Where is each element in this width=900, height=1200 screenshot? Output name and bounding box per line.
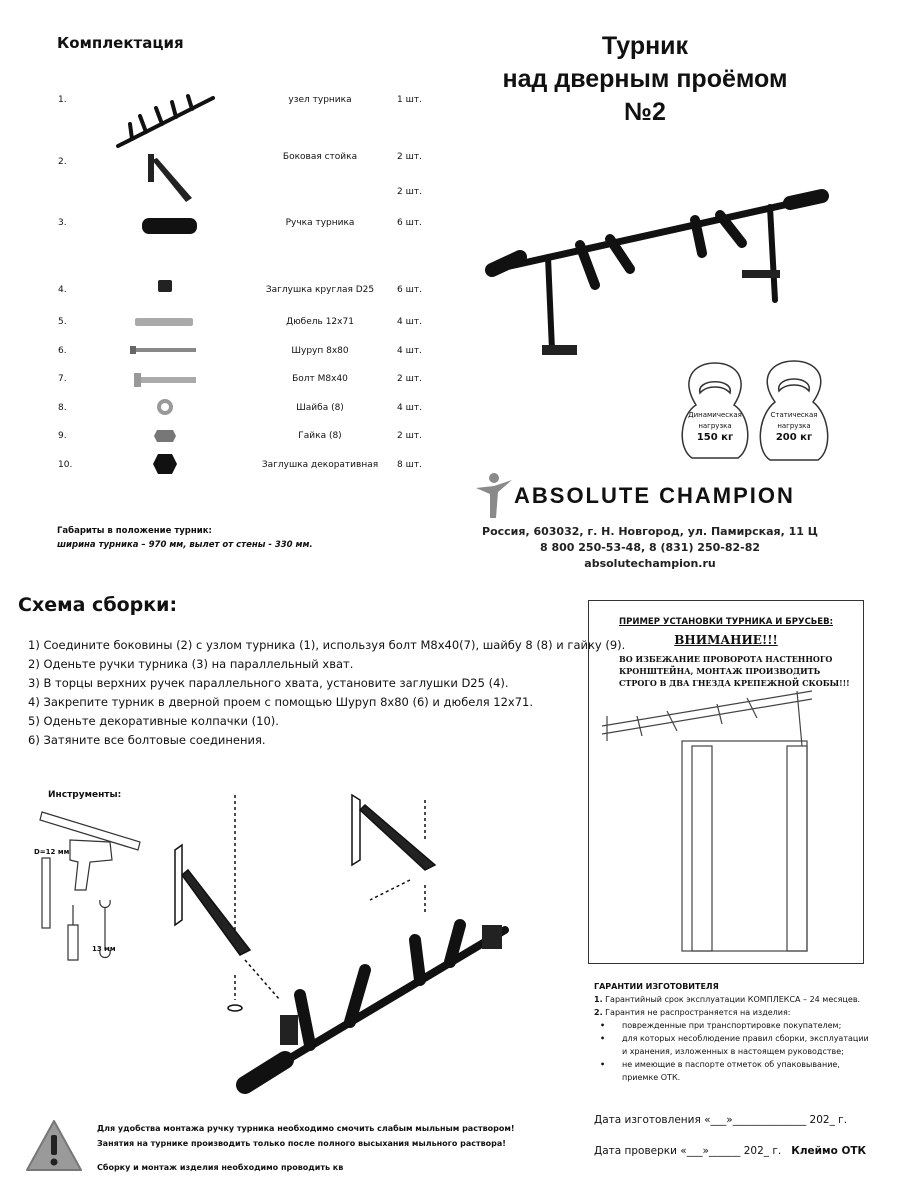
item-name: Ручка турника [285, 218, 355, 228]
assembly-step: 2) Оденьте ручки турника (3) на параллельный хват. [28, 657, 354, 671]
kit-part-images [110, 90, 230, 480]
warranty-num: 1. [594, 995, 603, 1004]
dowel-icon [135, 318, 193, 326]
dynamic-load [680, 410, 750, 444]
load-value: 150 кг [696, 432, 734, 443]
wrench-size-label: 13 мм [92, 945, 116, 953]
item-num: 8. [58, 403, 67, 413]
installation-example-box [588, 600, 864, 964]
load-value: 200 кг [775, 432, 813, 443]
static-load [759, 410, 829, 444]
load-label: нагрузка [777, 422, 811, 430]
product-title [455, 30, 835, 129]
dimensions-value: ширина турника – 970 мм, вылет от стены - 330 мм. [57, 540, 313, 550]
side-post-icon [148, 154, 192, 202]
warranty-text: Гарантия не распространяется на изделия: [605, 1008, 791, 1017]
assembly-step: 3) В торцы верхних ручек параллельного хвата, установите заглушки D25 (4). [28, 676, 509, 690]
example-text: ВО ИЗБЕЖАНИЕ ПРОВОРОТА НАСТЕННОГО КРОНШТЕЙНА, МОНТАЖ ПРОИЗВОДИТЬ СТРОГО В ДВА ГНЕЗДА КРЕПЕЖНОЙ СКОБЫ!!! [619, 654, 850, 688]
example-title: ПРИМЕР УСТАНОВКИ ТУРНИКА И БРУСЬЕВ: [619, 617, 833, 627]
dimensions-note [57, 524, 313, 552]
door-install-illustration [597, 686, 857, 956]
tools-label: Инструменты: [48, 790, 122, 800]
level-icon [40, 812, 140, 850]
title-line-3: №2 [624, 98, 666, 126]
dimensions-title: Габариты в положение турник: [57, 526, 212, 536]
kit-heading: Комплектация [57, 34, 184, 52]
title-line-2: над дверным проёмом [502, 65, 788, 93]
check-date: Дата проверки «___»______ 202_ г. [594, 1145, 782, 1157]
brand-address: Россия, 603032, г. Н. Новгород, ул. Памирская, 11 Ц [482, 525, 818, 538]
item-qty: 1 шт. [397, 95, 422, 105]
washer-icon [159, 401, 171, 413]
round-plug-icon [158, 280, 172, 292]
item-num: 9. [58, 431, 67, 441]
qc-stamp-label: Клеймо ОТК [791, 1145, 867, 1157]
item-name: Шайба (8) [296, 403, 344, 413]
warranty-bullet: • не имеющие в паспорте отметок об упаковывание, приемке ОТК. [622, 1058, 874, 1084]
item-qty: 6 шт. [397, 218, 422, 228]
screwdriver-icon [68, 905, 78, 960]
brand-site[interactable]: absolutechampion.ru [584, 557, 716, 570]
assembly-step: 5) Оденьте декоративные колпачки (10). [28, 714, 279, 728]
warranty-text: Гарантийный срок эксплуатации КОМПЛЕКСА – 24 месяцев. [605, 995, 861, 1004]
warning-icon [24, 1118, 84, 1174]
drill-size-label: D=12 мм [34, 848, 70, 856]
item-name: Заглушка круглая D25 [265, 285, 375, 295]
item-qty: 4 шт. [397, 403, 422, 413]
decorative-cap-icon [153, 454, 177, 474]
load-label: нагрузка [698, 422, 732, 430]
brand-logo-icon [474, 470, 514, 520]
title-line-1: Турник [601, 32, 689, 60]
warning-line: Для удобства монтажа ручку турника необходимо смочить слабым мыльным раствором! [97, 1124, 515, 1133]
assembly-heading: Схема сборки: [18, 594, 178, 616]
assembly-step: 6) Затяните все болтовые соединения. [28, 733, 266, 747]
item-name: узел турника [288, 95, 352, 105]
item-qty: 2 шт. [397, 152, 422, 162]
warranty-bullet: • для которых несоблюдение правил сборки, эксплуатации и хранения, изложенных в настоящем руководстве; [622, 1032, 874, 1058]
assembly-step: 4) Закрепите турник в дверной проем с помощью Шуруп 8х80 (6) и дюбеля 12х71. [28, 695, 534, 709]
item-num: 1. [58, 95, 67, 105]
item-num: 7. [58, 374, 67, 384]
warranty-item-1 [594, 993, 874, 1006]
item-name: Шуруп 8х80 [291, 346, 349, 356]
nut-icon [154, 430, 176, 442]
bolt-icon [134, 373, 196, 387]
brand-phones: 8 800 250-53-48, 8 (831) 250-82-82 [539, 541, 761, 554]
item-num: 6. [58, 346, 67, 356]
item-num: 2. [58, 157, 67, 167]
warranty-item-2 [594, 1006, 874, 1019]
warranty-bullet: • поврежденные при транспортировке покупателем; [622, 1019, 874, 1032]
warranty-section [594, 980, 874, 1084]
manufacture-date: Дата изготовления «___»______________ 202_ г. [594, 1114, 848, 1126]
dates-section [594, 1105, 866, 1167]
drill-icon [70, 840, 112, 890]
assembly-steps [28, 636, 625, 750]
item-num: 10. [58, 460, 73, 470]
load-label: Динамическая [688, 411, 742, 419]
warning-line: Сборку и монтаж изделия необходимо проводить кв [97, 1163, 344, 1172]
warranty-num: 2. [594, 1008, 603, 1017]
pullup-bar-image [480, 185, 835, 370]
tools-illustration [20, 800, 160, 970]
item-name: Заглушка декоративная [261, 460, 379, 470]
item-num: 5. [58, 317, 67, 327]
warranty-heading: ГАРАНТИИ ИЗГОТОВИТЕЛЯ [594, 982, 719, 991]
drill-bit-icon [42, 858, 50, 928]
handle-icon [142, 218, 197, 234]
item-qty: 6 шт. [397, 285, 422, 295]
item-name: Гайка (8) [298, 431, 342, 441]
item-name: Дюбель 12х71 [286, 317, 354, 327]
item-num: 4. [58, 285, 67, 295]
item-name: Боковая стойка [282, 152, 358, 162]
warning-line: Занятия на турнике производить только после полного высыхания мыльного раствора! [97, 1139, 506, 1148]
item-qty: 2 шт. [397, 431, 422, 441]
bar-assembly-icon [118, 96, 213, 146]
brand-contacts [470, 524, 830, 572]
item-num: 3. [58, 218, 67, 228]
item-qty: 4 шт. [397, 346, 422, 356]
assembly-diagram [170, 790, 520, 1100]
brand-name: ABSOLUTE CHAMPION [514, 483, 795, 508]
item-qty: 8 шт. [397, 460, 422, 470]
screw-icon [130, 346, 196, 354]
item-qty: 2 шт. [397, 374, 422, 384]
warranty-exclusions [594, 1019, 874, 1084]
item-qty: 4 шт. [397, 317, 422, 327]
load-label: Статическая [770, 411, 818, 419]
item-name: Болт М8х40 [292, 374, 348, 384]
warning-text [97, 1121, 515, 1175]
example-attention: ВНИМАНИЕ!!! [674, 633, 778, 647]
item-qty: 2 шт. [397, 187, 422, 197]
assembly-step: 1) Соедините боковины (2) с узлом турника (1), используя болт М8х40(7), шайбу 8 (8) и гайку (9). [28, 638, 626, 652]
